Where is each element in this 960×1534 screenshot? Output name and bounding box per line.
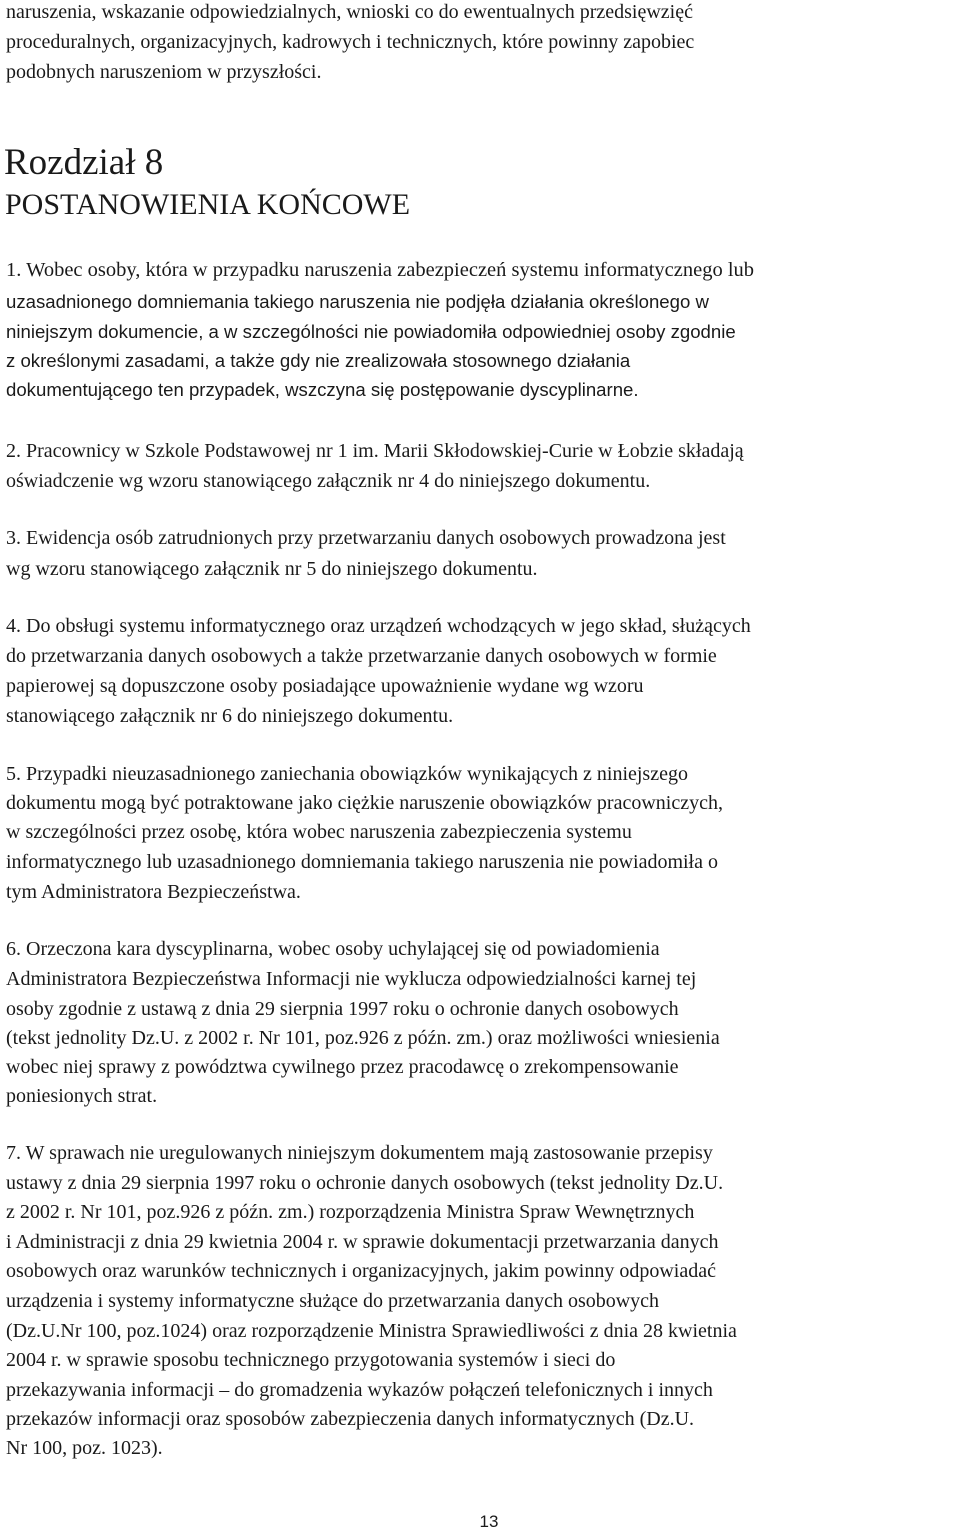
paragraph-line: niniejszym dokumencie, a w szczególności nie powiadomiła odpowiedniej osoby zgodnie	[6, 321, 736, 342]
paragraph-line: osoby zgodnie z ustawą z dnia 29 sierpnia 1997 roku o ochronie danych osobowych	[6, 998, 679, 1020]
paragraph-line: Administratora Bezpieczeństwa Informacji nie wyklucza odpowiedzialności karnej tej	[6, 968, 697, 990]
paragraph-line: 7. W sprawach nie uregulowanych niniejszym dokumentem mają zastosowanie przepisy	[6, 1142, 713, 1164]
paragraph-line: wobec niej sprawy z powództwa cywilnego przez pracodawcę o zrekompensowanie	[6, 1056, 679, 1078]
paragraph-line: do przetwarzania danych osobowych a także przetwarzanie danych osobowych w formie	[6, 645, 717, 667]
paragraph-line: 3. Ewidencja osób zatrudnionych przy przetwarzaniu danych osobowych prowadzona jest	[6, 527, 726, 549]
paragraph-line: urządzenia i systemy informatyczne służące do przetwarzania danych osobowych	[6, 1290, 660, 1312]
chapter-title: Rozdział 8	[4, 142, 164, 183]
paragraph-line: 2004 r. w sprawie sposobu technicznego przygotowania systemów i sieci do	[6, 1349, 616, 1371]
paragraph-line: przekazów informacji oraz sposobów zabezpieczenia danych informatycznych (Dz.U.	[6, 1408, 695, 1430]
paragraph-line: dokumentującego ten przypadek, wszczyna się postępowanie dyscyplinarne.	[6, 379, 639, 400]
section-title: POSTANOWIENIA KOŃCOWE	[5, 188, 411, 221]
paragraph-line: przekazywania informacji – do gromadzenia wykazów połączeń telefonicznych i innych	[6, 1379, 713, 1401]
intro-line: podobnych naruszeniom w przyszłości.	[6, 61, 322, 83]
paragraph-line: w szczególności przez osobę, która wobec naruszenia zabezpieczenia systemu	[6, 821, 632, 843]
paragraph-line: i Administracji z dnia 29 kwietnia 2004 r. w sprawie dokumentacji przetwarzania danych	[6, 1231, 719, 1253]
paragraph-line: 5. Przypadki nieuzasadnionego zaniechania obowiązków wynikających z niniejszego	[6, 763, 688, 785]
paragraph-line: wg wzoru stanowiącego załącznik nr 5 do niniejszego dokumentu.	[6, 558, 538, 580]
paragraph-line: oświadczenie wg wzoru stanowiącego załącznik nr 4 do niniejszego dokumentu.	[6, 470, 651, 492]
paragraph-line: z określonymi zasadami, a także gdy nie zrealizowała stosownego działania	[6, 350, 631, 371]
paragraph-line: informatycznego lub uzasadnionego domniemania takiego naruszenia nie powiadomiła o	[6, 851, 718, 873]
paragraph-line: (Dz.U.Nr 100, poz.1024) oraz rozporządzenie Ministra Sprawiedliwości z dnia 28 kwietnia	[6, 1320, 737, 1342]
intro-line: proceduralnych, organizacyjnych, kadrowych i technicznych, które powinny zapobiec	[6, 31, 695, 53]
paragraph-line: z 2002 r. Nr 101, poz.926 z późn. zm.) rozporządzenia Ministra Spraw Wewnętrznych	[6, 1201, 695, 1223]
paragraph-line: osobowych oraz warunków technicznych i organizacyjnych, jakim powinny odpowiadać	[6, 1260, 716, 1282]
paragraph-line: ustawy z dnia 29 sierpnia 1997 roku o ochronie danych osobowych (tekst jednolity Dz.U.	[6, 1172, 724, 1194]
paragraph-line: stanowiącego załącznik nr 6 do niniejszego dokumentu.	[6, 705, 454, 727]
paragraph-line: Nr 100, poz. 1023).	[6, 1437, 163, 1459]
paragraph-line: uzasadnionego domniemania takiego naruszenia nie podjęła działania określonego w	[6, 291, 709, 312]
paragraph-line: papierowej są dopuszczone osoby posiadające upoważnienie wydane wg wzoru	[6, 675, 644, 697]
paragraph-line: tym Administratora Bezpieczeństwa.	[6, 881, 301, 903]
paragraph-line: (tekst jednolity Dz.U. z 2002 r. Nr 101, poz.926 z późn. zm.) oraz możliwości wniesienia	[6, 1027, 720, 1049]
paragraph-line: 6. Orzeczona kara dyscyplinarna, wobec osoby uchylającej się od powiadomienia	[6, 938, 660, 960]
page-number: 13	[479, 1512, 499, 1531]
paragraph-line: 2. Pracownicy w Szkole Podstawowej nr 1 im. Marii Skłodowskiej-Curie w Łobzie składają	[6, 440, 744, 462]
paragraph-line: poniesionych strat.	[6, 1085, 158, 1107]
paragraph-line: dokumentu mogą być potraktowane jako ciężkie naruszenie obowiązków pracowniczych,	[6, 792, 723, 814]
paragraph-line: 1. Wobec osoby, która w przypadku naruszenia zabezpieczeń systemu informatycznego lub	[6, 259, 755, 281]
paragraph-line: 4. Do obsługi systemu informatycznego oraz urządzeń wchodzących w jego skład, służących	[6, 615, 751, 637]
intro-line: naruszenia, wskazanie odpowiedzialnych, wnioski co do ewentualnych przedsięwzięć	[6, 1, 693, 23]
